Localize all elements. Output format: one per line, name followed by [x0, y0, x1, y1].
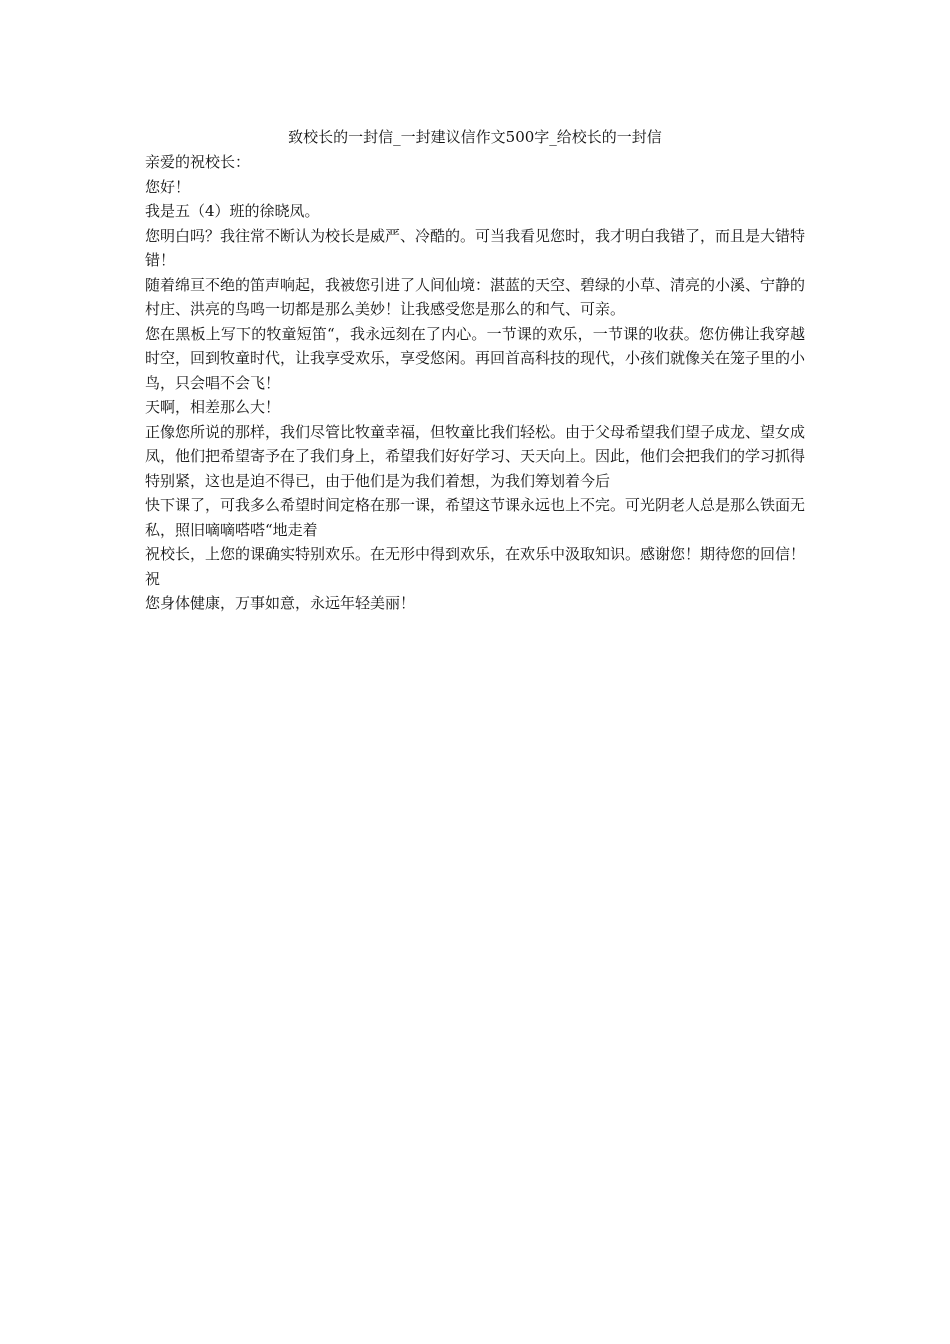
closing-wish: 您身体健康，万事如意，永远年轻美丽！ — [145, 594, 416, 612]
body-paragraph: 随着绵亘不绝的笛声响起，我被您引进了人间仙境：湛蓝的天空、碧绿的小草、清亮的小溪、宁静的村庄、洪亮的鸟鸣一切都是那么美妙！让我感受您是那么的和气、可亲。 — [145, 275, 806, 318]
body-paragraph: 您明白吗？我往常不断认为校长是威严、冷酷的。可当我看见您时，我才明白我错了，而且是大错特错！ — [145, 226, 806, 269]
self-introduction: 我是五（4）班的徐晓凤。 — [145, 202, 320, 220]
greeting: 您好！ — [145, 177, 191, 196]
document-title: 致校长的一封信_一封建议信作文500字_给校长的一封信 — [288, 128, 662, 146]
body-paragraph: 您在黑板上写下的牧童短笛“，我永远刻在了内心。一节课的欢乐，一节课的收获。您仿佛让我穿越时空，回到牧童时代，让我享受欢乐，享受悠闲。再回首高科技的现代，小孩们就像关在笼子里的小鸟，只会唱不会飞！ — [145, 324, 806, 392]
body-paragraph: 正像您所说的那样，我们尽管比牧童幸福，但牧童比我们轻松。由于父母希望我们望子成龙、望女成凤，他们把希望寄予在了我们身上，希望我们好好学习、天天向上。因此，他们会把我们的学习抓得特别紧，这也是迫不得已，由于他们是为我们着想，为我们筹划着今后 — [145, 422, 806, 490]
body-paragraph: 祝校长，上您的课确实特别欢乐。在无形中得到欢乐，在欢乐中汲取知识。感谢您！期待您的回信！ — [145, 545, 806, 563]
body-paragraph: 快下课了，可我多么希望时间定格在那一课，希望这节课永远也上不完。可光阴老人总是那么铁面无私，照旧嘀嘀嗒嗒“地走着 — [145, 496, 806, 539]
body-paragraph: 天啊，相差那么大！ — [145, 398, 281, 416]
letter-body — [145, 150, 805, 616]
salutation: 亲爱的祝校长： — [145, 153, 251, 171]
closing-wish-prefix: 祝 — [145, 569, 161, 588]
